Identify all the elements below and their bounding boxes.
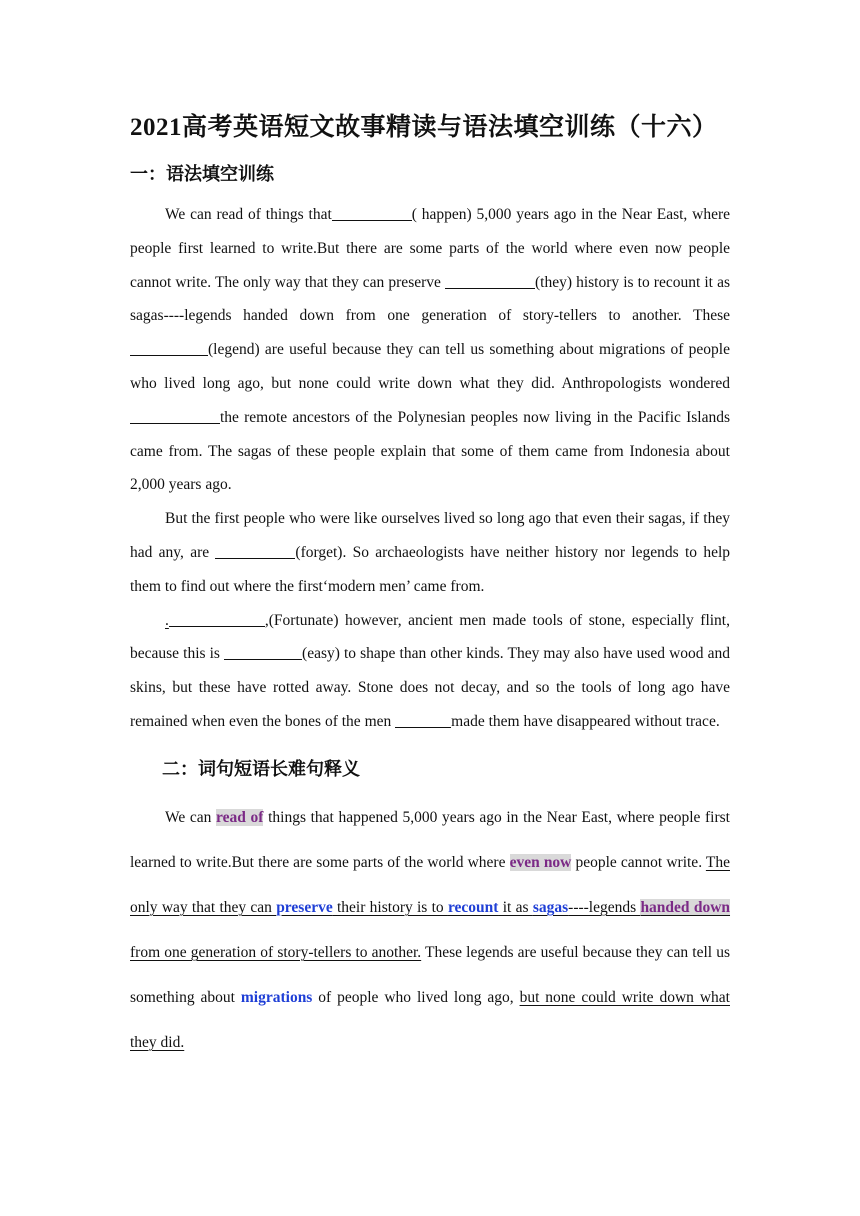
answer-blank[interactable] (332, 204, 412, 221)
text-run: We can (165, 808, 217, 826)
keyword: recount (447, 898, 499, 916)
text-run: . (165, 611, 169, 629)
text-run: (legend) are useful because they can tell us something about migrations of people who lived long ago, but none could write down what they did. Anthropologists wondered (130, 341, 730, 392)
text-run: of people who lived long ago, (312, 988, 520, 1006)
keyword: migrations (240, 988, 313, 1006)
text-run: made them have disappeared without trace. (451, 712, 720, 730)
text-run: things that happened 5,000 years ago in the Near East, where people first learned to write.But there are some parts of the world where (130, 808, 730, 871)
text-run: The only way that they can (130, 853, 730, 916)
answer-blank[interactable] (169, 610, 265, 627)
text-run: These legends are useful because they can tell us something about (130, 943, 730, 1006)
exercise-paragraph-2 (130, 502, 730, 603)
answer-blank[interactable] (445, 272, 535, 289)
text-run: (forget). So archaeologists have neither history nor legends to help them to find out where the first‘modern men’ came from. (130, 543, 730, 595)
text-run: ,(Fortunate) however, ancient men made tools of stone, especially flint, because this is (130, 611, 730, 663)
text-run: But the first people who were like ourselves lived so long ago that even their sagas, if they had any, are (130, 510, 730, 561)
section1-heading: 一：语法填空训练 (130, 164, 274, 185)
text-run: ----legends (568, 898, 641, 916)
answer-blank[interactable] (130, 407, 220, 424)
text-run: the remote ancestors of the Polynesian peoples now living in the Pacific Islands came from. The sagas of these people explain that some of them came from Indonesia about 2,000 years ago. (130, 408, 730, 494)
document-page (130, 106, 730, 1065)
answer-blank[interactable] (215, 542, 295, 559)
text-run: people cannot write. (571, 853, 706, 871)
page-title: 2021高考英语短文故事精读与语法填空训练（十六） (130, 114, 718, 141)
text-run: We can read of things that (165, 206, 332, 223)
key-phrase: even now (509, 853, 572, 871)
text-run: (easy) to shape than other kinds. They may also have used wood and skins, but these have rotted away. Stone does not decay, and so the tools of long ago have remained when even the bones of the men (130, 645, 730, 730)
text-run: ( happen) 5,000 years ago in the Near East, where people first learned to write.But there are some parts of the world where even now people cannot write. The only way that they can preserve (130, 206, 731, 291)
underlined-sentence: but none could write down what they did. (130, 988, 730, 1051)
answer-blank[interactable] (224, 643, 302, 660)
keyword: preserve (276, 898, 333, 916)
section2-heading: 二：词句短语长难句释义 (162, 758, 360, 780)
exercise-paragraph-3 (130, 604, 730, 739)
text-run: (they) history is to recount it as sagas----legends handed down from one generation of story-tellers to another. These (130, 273, 730, 325)
key-phrase: read of (216, 808, 264, 826)
text-run: it as (498, 898, 533, 916)
keyword: sagas (532, 898, 569, 916)
text-run: their history is to (332, 898, 448, 916)
answer-blank[interactable] (130, 339, 208, 356)
answer-blank[interactable] (395, 711, 451, 728)
key-phrase: handed down (640, 898, 731, 916)
notes-paragraph (130, 795, 730, 1065)
exercise-paragraph-1 (130, 198, 730, 502)
text-run: from one generation of story-tellers to another. (130, 943, 422, 961)
